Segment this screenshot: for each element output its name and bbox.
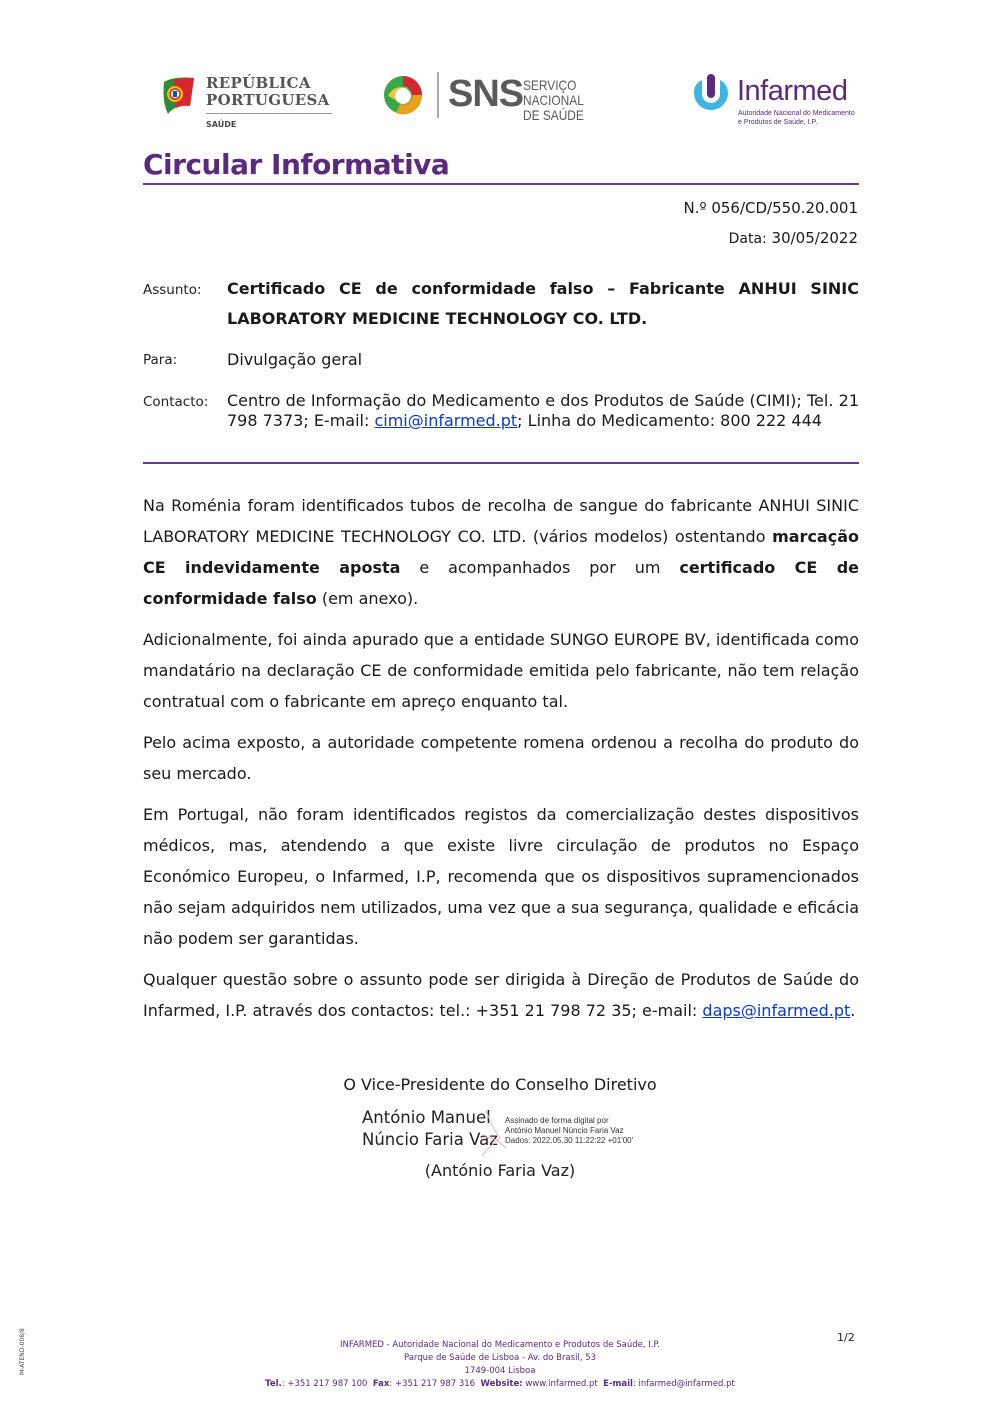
contact-post: ; Linha do Medicamento: 800 222 444 <box>517 411 822 430</box>
cert-line2: António Manuel Núncio Faria Vaz <box>505 1126 624 1135</box>
body-text <box>143 490 859 1036</box>
p1-bold-2: certificado CE de conformidade falso <box>143 558 860 608</box>
contact-label: Contacto: <box>143 394 209 410</box>
republica-line2: PORTUGUESA <box>206 91 330 109</box>
infarmed-sub1: Autoridade Nacional do Medicamento <box>738 110 855 117</box>
footer <box>0 1339 1000 1391</box>
document-title: Circular Informativa <box>143 148 450 181</box>
paragraph-4: Em Portugal, não foram identificados registos da comercialização destes dispositivos médicos, mas, atendendo a que existe livre circulação de produtos no Espaço Económico Europeu, o Infarmed, I.P, recomenda que os dispositivos supramencionados não sejam adquiridos nem utilizados, uma vez que a sua segurança, qualidade e eficácia não podem ser garantidas. <box>143 805 859 948</box>
form-code: M-ATEND-008/8 <box>19 1328 26 1375</box>
footer-contacts <box>0 1378 1000 1391</box>
digital-signature-info <box>505 1116 633 1146</box>
website-value[interactable]: www.infarmed.pt <box>522 1379 598 1389</box>
portuguese-flag-icon <box>160 74 196 116</box>
republica-line1: REPÚBLICA <box>206 74 311 92</box>
fax-value: : +351 217 987 316 <box>389 1379 476 1389</box>
infarmed-logo <box>690 72 865 134</box>
sns-line1: SERVIÇO NACIONAL <box>523 77 584 108</box>
digital-signature-mark-icon <box>478 1108 508 1158</box>
tel-label: Tel. <box>265 1379 282 1389</box>
footer-line2: Parque de Saúde de Lisboa - Av. do Brasil, 53 <box>403 1353 597 1363</box>
contact-text <box>227 391 859 431</box>
subject-text: Certificado CE de conformidade falso – Fabricante ANHUI SINIC LABORATORY MEDICINE TECHNOLOGY CO. LTD. <box>227 279 859 328</box>
paragraph-1 <box>143 490 859 614</box>
p1-text-3: (em anexo). <box>316 589 419 608</box>
paragraph-3: Pelo acima exposto, a autoridade competente romena ordenou a recolha do produto do seu mercado. <box>143 733 859 783</box>
tel-value: : +351 217 987 100 <box>281 1379 368 1389</box>
paragraph-2: Adicionalmente, foi ainda apurado que a entidade SUNGO EUROPE BV, identificada como mandatário na declaração CE de conformidade emitida pelo fabricante, não tem relação contratual com o fabricante em apreço enquanto tal. <box>143 630 859 711</box>
infarmed-sub2: e Produtos de Saúde, I.P. <box>738 119 818 126</box>
infarmed-name: Infarmed <box>737 75 848 107</box>
signature-name-line2: Núncio Faria Vaz <box>362 1130 498 1149</box>
logo-divider <box>206 113 332 114</box>
sns-line2: DE SAÚDE <box>523 107 584 123</box>
contact-pre: Centro de Informação do Medicamento e dos Produtos de Saúde (CIMI); Tel. 21 798 7373; E-mail: <box>227 391 859 430</box>
printed-name: (António Faria Vaz) <box>424 1161 576 1180</box>
republica-portuguesa-logo <box>160 72 340 134</box>
p1-text: Na Roménia foram identificados tubos de recolha de sangue do fabricante ANHUI SINIC LABORATORY MEDICINE TECHNOLOGY CO. LTD. (vários modelos) ostentando <box>143 496 859 546</box>
website-label: Website: <box>480 1379 523 1389</box>
p1-text-2: e acompanhados por um <box>400 558 680 577</box>
document-date: 30/05/2022 <box>771 229 858 247</box>
fax-label: Fax <box>372 1379 390 1389</box>
footer-line3: 1749-004 Lisboa <box>464 1366 536 1376</box>
sns-logo <box>382 72 652 123</box>
cert-line3: Dados: 2022.05.30 11:22:22 +01'00' <box>505 1136 634 1145</box>
signature-name-line1: António Manuel <box>362 1108 491 1127</box>
email-value[interactable]: : infarmed@infarmed.pt <box>632 1379 735 1389</box>
date-label: Data: <box>728 231 767 247</box>
sns-abbr: SNS <box>448 73 524 115</box>
footer-line1: INFARMED - Autoridade Nacional do Medicamento e Produtos de Saúde, I.P. <box>340 1340 660 1350</box>
p5-text: Qualquer questão sobre o assunto pode ser dirigida à Direção de Produtos de Saúde do Infarmed, I.P. através dos contactos: tel.: +351 21 798 72 35; e-mail: <box>143 970 859 1020</box>
to-text: Divulgação geral <box>227 350 363 369</box>
email-label: E-mail <box>603 1379 633 1389</box>
sns-ring-icon <box>382 74 424 116</box>
infarmed-drop-icon <box>690 72 732 114</box>
paragraph-5 <box>143 964 859 1026</box>
subject-label: Assunto: <box>143 282 202 298</box>
cert-line1: Assinado de forma digital por <box>505 1116 609 1125</box>
republica-sub: SAÚDE <box>206 120 237 129</box>
logo-separator <box>437 72 439 118</box>
document-number: N.º 056/CD/550.20.001 <box>683 199 858 217</box>
cimi-email-link[interactable]: cimi@infarmed.pt <box>374 411 518 430</box>
title-divider <box>143 183 859 185</box>
signatory-role: O Vice-Presidente do Conselho Diretivo <box>343 1075 657 1094</box>
p5-end: . <box>850 1001 856 1020</box>
document-date-row <box>729 229 858 247</box>
page-number: 1/2 <box>837 1331 855 1344</box>
header-divider <box>143 462 859 464</box>
p1-bold-1: marcação CE indevidamente aposta <box>143 527 859 577</box>
daps-email-link[interactable]: daps@infarmed.pt <box>702 1001 851 1020</box>
to-label: Para: <box>143 352 178 368</box>
